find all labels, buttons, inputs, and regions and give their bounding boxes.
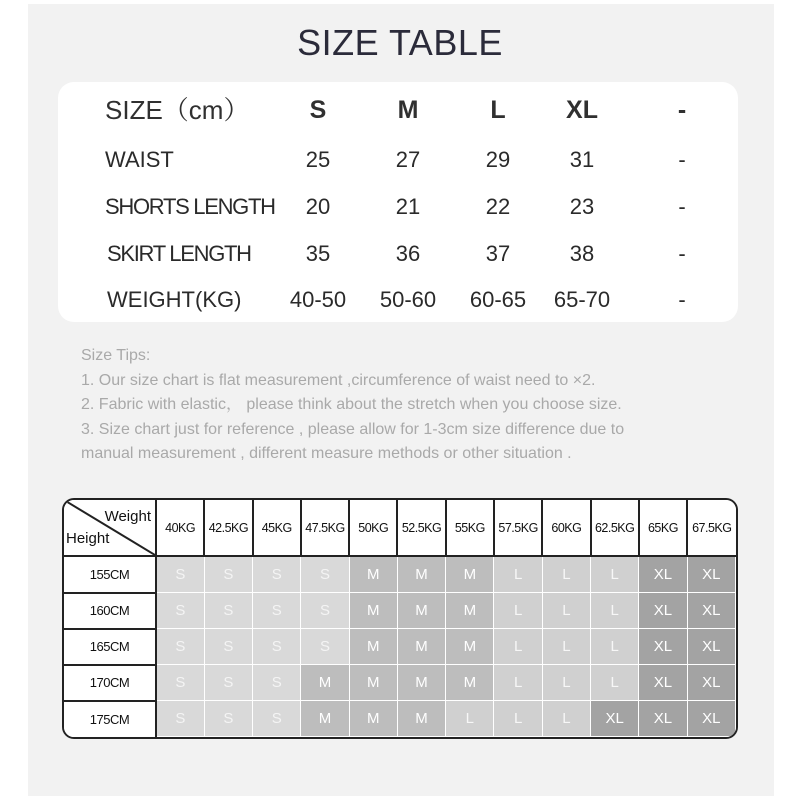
height-label: 175CM bbox=[64, 701, 156, 737]
corner-weight-label: Weight bbox=[104, 508, 151, 525]
size-cell: M bbox=[446, 556, 494, 593]
cell-value: 35 bbox=[305, 241, 331, 266]
size-cell: XL bbox=[687, 556, 735, 593]
size-cell: XL bbox=[591, 701, 639, 737]
cell-value: 29 bbox=[485, 147, 511, 172]
row-label: SHORTS LENGTH bbox=[105, 194, 275, 219]
weight-header: 67.5KG bbox=[687, 500, 735, 556]
size-table-header bbox=[58, 87, 738, 133]
cell-value: 27 bbox=[395, 147, 421, 172]
tip-line: 1. Our size chart is flat measurement ,circumference of waist need to ×2. bbox=[81, 371, 596, 389]
grid-row bbox=[64, 556, 736, 593]
size-col-s: S bbox=[309, 96, 327, 124]
height-label: 155CM bbox=[64, 556, 156, 593]
size-cell: S bbox=[253, 593, 301, 629]
size-cell: M bbox=[397, 701, 445, 737]
height-weight-grid bbox=[62, 498, 738, 739]
grid-row bbox=[64, 593, 736, 629]
weight-header: 50KG bbox=[349, 500, 397, 556]
size-cell: XL bbox=[639, 593, 687, 629]
cell-value: 38 bbox=[569, 241, 595, 266]
cell-value: 22 bbox=[485, 194, 511, 219]
cell-value: 40-50 bbox=[289, 287, 347, 312]
cell-value: 60-65 bbox=[469, 287, 527, 312]
size-cell: M bbox=[397, 593, 445, 629]
size-cell: M bbox=[397, 556, 445, 593]
weight-header: 47.5KG bbox=[301, 500, 349, 556]
size-cell: S bbox=[301, 593, 349, 629]
size-cell: S bbox=[204, 629, 252, 665]
size-cell: M bbox=[301, 701, 349, 737]
size-cell: L bbox=[494, 593, 542, 629]
size-cell: M bbox=[349, 556, 397, 593]
cell-value: 65-70 bbox=[553, 287, 611, 312]
size-cell: L bbox=[542, 593, 590, 629]
size-cell: M bbox=[349, 665, 397, 701]
grid-header-row bbox=[64, 500, 736, 556]
size-cell: M bbox=[397, 629, 445, 665]
size-cell: XL bbox=[687, 665, 735, 701]
cell-value: 36 bbox=[395, 241, 421, 266]
row-label: WAIST bbox=[105, 147, 174, 172]
cell-value: 23 bbox=[569, 194, 595, 219]
cell-value: 21 bbox=[395, 194, 421, 219]
size-cell: S bbox=[204, 593, 252, 629]
weight-header: 65KG bbox=[639, 500, 687, 556]
size-cell: M bbox=[446, 665, 494, 701]
size-row-waist bbox=[58, 137, 738, 183]
size-cell: S bbox=[301, 556, 349, 593]
tip-line: 2. Fabric with elastic， please think about the stretch when you choose size. bbox=[81, 396, 622, 413]
cell-value: 37 bbox=[485, 241, 511, 266]
size-cell: S bbox=[204, 665, 252, 701]
cell-value: - bbox=[678, 147, 686, 172]
size-col-dash: - bbox=[677, 96, 687, 124]
size-cell: M bbox=[349, 593, 397, 629]
size-cell: L bbox=[494, 629, 542, 665]
size-cell: M bbox=[446, 629, 494, 665]
size-row-shorts-length bbox=[58, 184, 738, 230]
size-cell: M bbox=[446, 593, 494, 629]
size-cell: S bbox=[253, 665, 301, 701]
size-cell: XL bbox=[639, 701, 687, 737]
weight-header: 55KG bbox=[446, 500, 494, 556]
size-cell: L bbox=[446, 701, 494, 737]
size-cell: XL bbox=[639, 629, 687, 665]
size-cell: M bbox=[349, 701, 397, 737]
size-cell: S bbox=[156, 665, 204, 701]
cell-value: - bbox=[678, 241, 686, 266]
size-cell: L bbox=[494, 701, 542, 737]
tip-line: manual measurement , different measure methods or other situation . bbox=[81, 445, 572, 462]
cell-value: - bbox=[678, 194, 686, 219]
cell-value: 25 bbox=[305, 147, 331, 172]
size-cell: XL bbox=[687, 701, 735, 737]
corner-height-label: Height bbox=[66, 530, 110, 547]
weight-header: 57.5KG bbox=[494, 500, 542, 556]
size-col-m: M bbox=[397, 96, 419, 124]
size-cell: L bbox=[542, 701, 590, 737]
size-tips bbox=[81, 344, 731, 467]
size-cell: XL bbox=[687, 593, 735, 629]
size-cell: L bbox=[542, 629, 590, 665]
size-cell: S bbox=[156, 556, 204, 593]
cell-value: 50-60 bbox=[379, 287, 437, 312]
size-cell: S bbox=[156, 593, 204, 629]
weight-header: 52.5KG bbox=[397, 500, 445, 556]
grid-row bbox=[64, 701, 736, 737]
size-cell: XL bbox=[639, 556, 687, 593]
size-cell: M bbox=[349, 629, 397, 665]
size-cell: S bbox=[253, 701, 301, 737]
weight-header: 60KG bbox=[542, 500, 590, 556]
size-cell: L bbox=[591, 629, 639, 665]
size-cell: M bbox=[301, 665, 349, 701]
size-cell: XL bbox=[639, 665, 687, 701]
size-cell: S bbox=[156, 629, 204, 665]
height-label: 165CM bbox=[64, 629, 156, 665]
size-cell: L bbox=[591, 593, 639, 629]
cell-value: 20 bbox=[305, 194, 331, 219]
row-label: WEIGHT(KG) bbox=[107, 287, 242, 312]
grid-row bbox=[64, 665, 736, 701]
size-col-xl: XL bbox=[566, 96, 598, 124]
size-cell: S bbox=[204, 701, 252, 737]
size-cell: XL bbox=[687, 629, 735, 665]
cell-value: - bbox=[678, 287, 686, 312]
height-label: 170CM bbox=[64, 665, 156, 701]
cell-value: 31 bbox=[569, 147, 595, 172]
size-cell: L bbox=[542, 665, 590, 701]
size-col-l: L bbox=[490, 96, 506, 124]
size-cell: S bbox=[204, 556, 252, 593]
grid-corner bbox=[64, 500, 156, 556]
size-cell: L bbox=[542, 556, 590, 593]
size-cell: S bbox=[301, 629, 349, 665]
weight-header: 40KG bbox=[156, 500, 204, 556]
tips-heading: Size Tips: bbox=[81, 347, 151, 364]
weight-header: 42.5KG bbox=[204, 500, 252, 556]
tip-line: 3. Size chart just for reference , please allow for 1-3cm size difference due to bbox=[81, 420, 625, 438]
size-cell: L bbox=[494, 556, 542, 593]
size-cell: S bbox=[253, 629, 301, 665]
size-cell: L bbox=[494, 665, 542, 701]
size-cell: S bbox=[253, 556, 301, 593]
height-label: 160CM bbox=[64, 593, 156, 629]
grid-row bbox=[64, 629, 736, 665]
row-label: SKIRT LENGTH bbox=[107, 241, 251, 266]
size-header-label: SIZE（cm） bbox=[105, 95, 250, 125]
size-cell: L bbox=[591, 665, 639, 701]
size-cell: S bbox=[156, 701, 204, 737]
weight-header: 62.5KG bbox=[591, 500, 639, 556]
size-cell: L bbox=[591, 556, 639, 593]
size-cell: M bbox=[397, 665, 445, 701]
size-row-skirt-length bbox=[58, 231, 738, 277]
size-row-weight bbox=[58, 277, 738, 323]
height-weight-table bbox=[64, 500, 736, 737]
page-title: SIZE TABLE bbox=[297, 22, 503, 63]
weight-header: 45KG bbox=[253, 500, 301, 556]
